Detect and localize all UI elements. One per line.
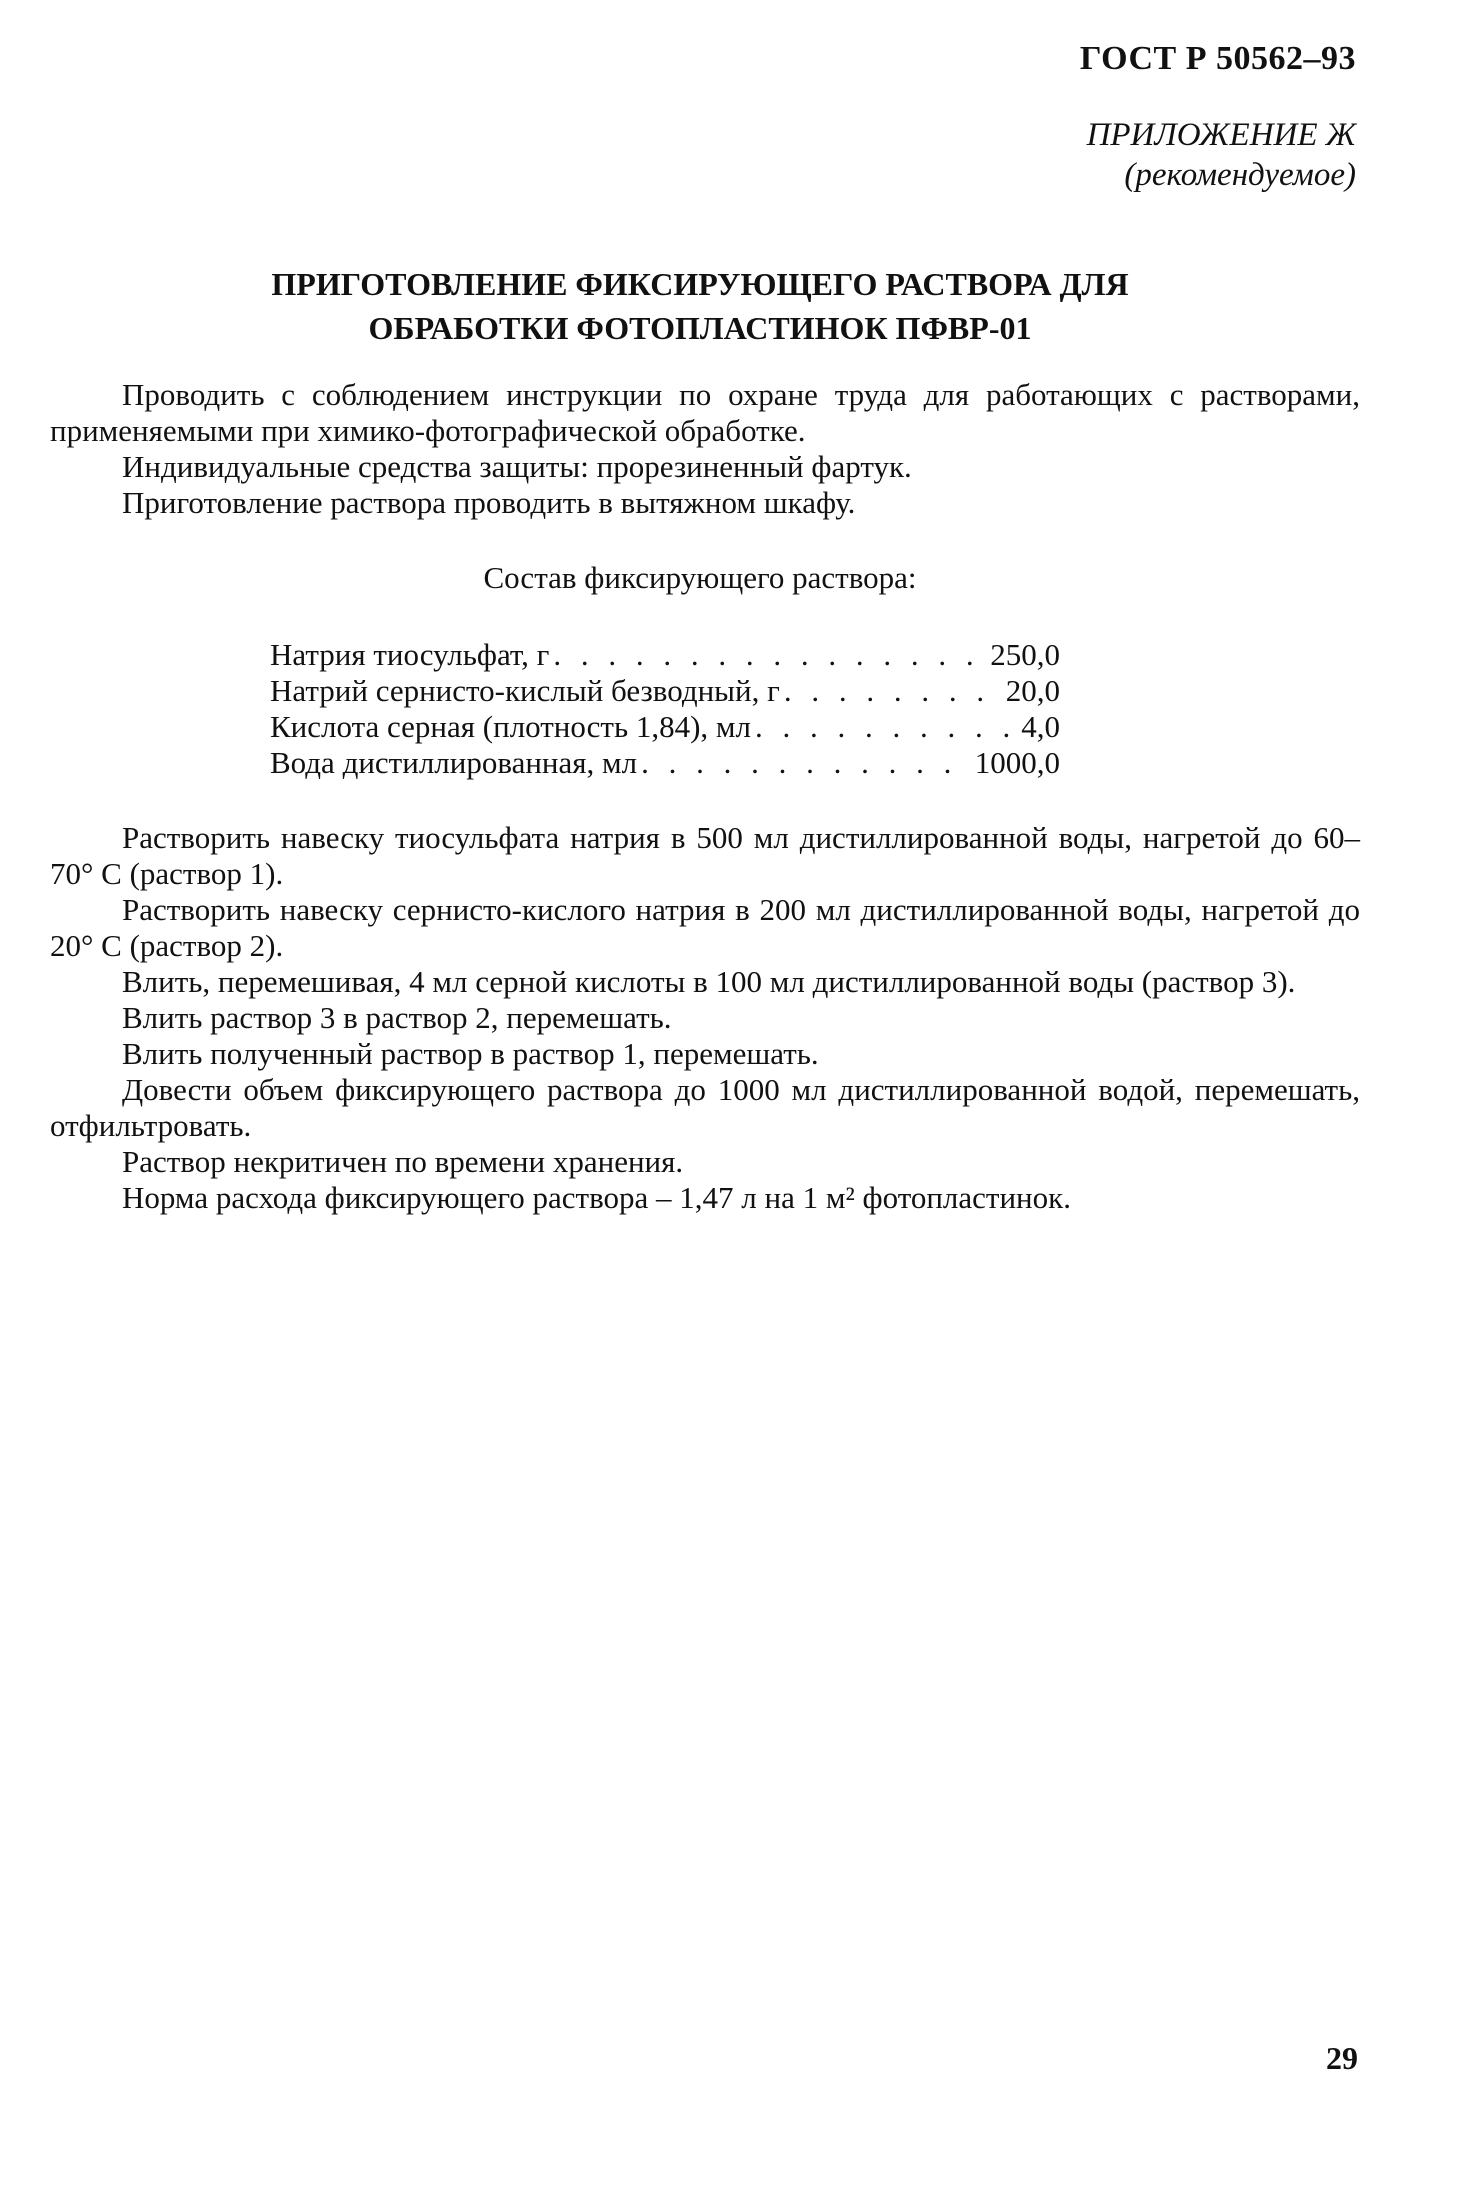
procedure-step: Норма расхода фиксирующего раствора – 1,47 л на 1 м² фотопластинок. [122,1180,1071,1215]
appendix-status: (рекомендуемое) [1124,157,1356,193]
ingredient-name: Натрия тиосульфат, г [270,637,550,672]
composition-list [270,637,1060,781]
document-title [150,262,1250,350]
procedure-step: Довести объем фиксирующего раствора до 1000 мл дистиллированной водой, перемешать, отфильтровать. [50,1072,1360,1143]
leader-dots [553,637,986,673]
composition-item [270,745,1060,781]
appendix-label: ПРИЛОЖЕНИЕ Ж [1086,117,1356,153]
leader-dots [641,745,971,781]
intro-section [50,377,1360,521]
procedure-step: Растворить навеску сернисто-кислого натрия в 200 мл дистиллированной воды, нагретой до 20° С (раствор 2). [50,892,1360,963]
standard-number: ГОСТ Р 50562–93 [1079,40,1356,77]
composition-item [270,637,1060,673]
appendix-header [1087,115,1356,195]
leader-dots [755,709,1017,745]
procedure-step: Влить раствор 3 в раствор 2, перемешать. [122,1000,672,1035]
composition-item [270,673,1060,709]
procedure-step: Влить полученный раствор в раствор 1, перемешать. [122,1036,819,1071]
ingredient-name: Кислота серная (плотность 1,84), мл [270,709,752,744]
ingredient-name: Натрий сернисто-кислый безводный, г [270,673,780,708]
intro-paragraph: Проводить с соблюдением инструкции по охране труда для работающих с растворами, применяемыми при химико-фотографической обработке. [50,377,1360,448]
composition-item [270,709,1060,745]
ingredient-amount: 1000,0 [974,745,1060,780]
ingredient-name: Вода дистиллированная, мл [270,745,638,780]
procedure-step: Раствор некритичен по времени хранения. [122,1144,684,1179]
title-line-1: ПРИГОТОВЛЕНИЕ ФИКСИРУЮЩЕГО РАСТВОРА ДЛЯ [271,266,1129,302]
procedure-section [50,820,1360,1216]
intro-paragraph: Индивидуальные средства защиты: прорезиненный фартук. [122,449,912,484]
ingredient-amount: 4,0 [1021,709,1060,744]
procedure-step: Растворить навеску тиосульфата натрия в 500 мл дистиллированной воды, нагретой до 60–70° С (раствор 1). [50,820,1360,891]
title-line-2: ОБРАБОТКИ ФОТОПЛАСТИНОК ПФВР-01 [368,310,1032,346]
page-number: 29 [1326,2040,1358,2076]
ingredient-amount: 20,0 [1005,673,1060,708]
intro-paragraph: Приготовление раствора проводить в вытяжном шкафу. [122,485,856,520]
leader-dots [784,673,1002,709]
composition-heading: Состав фиксирующего раствора: [483,560,917,595]
procedure-step: Влить, перемешивая, 4 мл серной кислоты в 100 мл дистиллированной воды (раствор 3). [122,964,1296,999]
ingredient-amount: 250,0 [990,637,1060,672]
